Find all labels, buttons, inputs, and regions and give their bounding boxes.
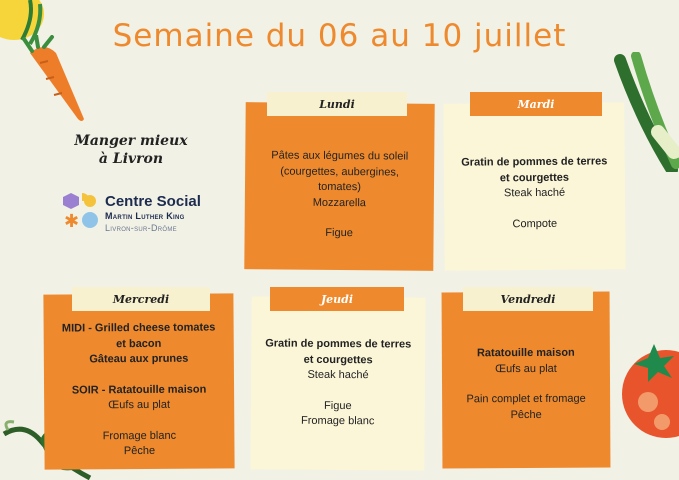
mercredi-line-5: Œufs au plat (108, 398, 171, 412)
mardi-line-2: et courgettes (499, 171, 570, 184)
tagline-line-2: à Livron (98, 151, 164, 167)
card-mercredi (43, 293, 234, 469)
mercredi-line-1: MIDI - Grilled cheese tomates (61, 321, 216, 335)
mercredi-line-3: Gâteau aux prunes (89, 352, 189, 366)
mercredi-line-4: SOIR - Ratatouille maison (71, 383, 207, 396)
jeudi-line-5: Fromage blanc (301, 414, 375, 428)
card-vendredi-body (442, 346, 610, 424)
svg-text:✱: ✱ (64, 211, 80, 230)
jeudi-line-2: et courgettes (303, 353, 373, 366)
card-mardi-body (444, 154, 626, 233)
tomato-icon (618, 338, 679, 448)
logo-subtitle: Martin Luther King (105, 211, 185, 221)
vendredi-line-3: Pain complet et fromage (466, 392, 586, 406)
vendredi-line-2: Œufs au plat (495, 362, 557, 375)
logo-name: Centre Social (105, 193, 201, 210)
logo-location: Livron-sur-Drôme (105, 223, 177, 233)
tab-vendredi: Vendredi (463, 287, 593, 311)
lundi-line-1: Pâtes aux légumes du soleil (271, 149, 409, 163)
mercredi-line-2: et bacon (116, 337, 162, 350)
lundi-line-2: (courgettes, aubergines, (280, 164, 399, 179)
card-mardi (443, 102, 625, 271)
mercredi-line-6: Fromage blanc (102, 429, 177, 442)
vendredi-line-1: Ratatouille maison (476, 346, 575, 360)
card-mercredi-body (44, 320, 235, 460)
jeudi-line-3: Steak haché (307, 368, 369, 382)
card-lundi (244, 102, 434, 271)
jeudi-line-4: Figue (324, 399, 352, 412)
tagline (62, 132, 200, 168)
lundi-line-5: Figue (325, 226, 353, 240)
vendredi-line-4: Pêche (510, 408, 542, 421)
page-title: Semaine du 06 au 10 juillet (112, 18, 567, 54)
jeudi-line-1: Gratin de pommes de terres (265, 337, 412, 351)
mardi-line-4: Compote (512, 217, 558, 230)
mercredi-line-7: Pêche (123, 444, 156, 458)
lundi-line-3: tomates) (318, 180, 361, 194)
tab-lundi: Lundi (267, 92, 407, 116)
card-vendredi (442, 292, 611, 469)
card-lundi-body (245, 148, 435, 242)
card-jeudi (250, 296, 425, 470)
card-jeudi-body (251, 336, 426, 430)
tab-mercredi: Mercredi (72, 287, 210, 311)
mardi-line-1: Gratin de pommes de terres (461, 155, 608, 169)
tab-mardi: Mardi (470, 92, 602, 116)
tab-jeudi: Jeudi (270, 287, 404, 311)
lundi-line-4: Mozzarella (312, 196, 367, 209)
logo-mark (62, 192, 100, 230)
mardi-line-3: Steak haché (503, 186, 566, 200)
tagline-line-1: Manger mieux (74, 133, 188, 149)
